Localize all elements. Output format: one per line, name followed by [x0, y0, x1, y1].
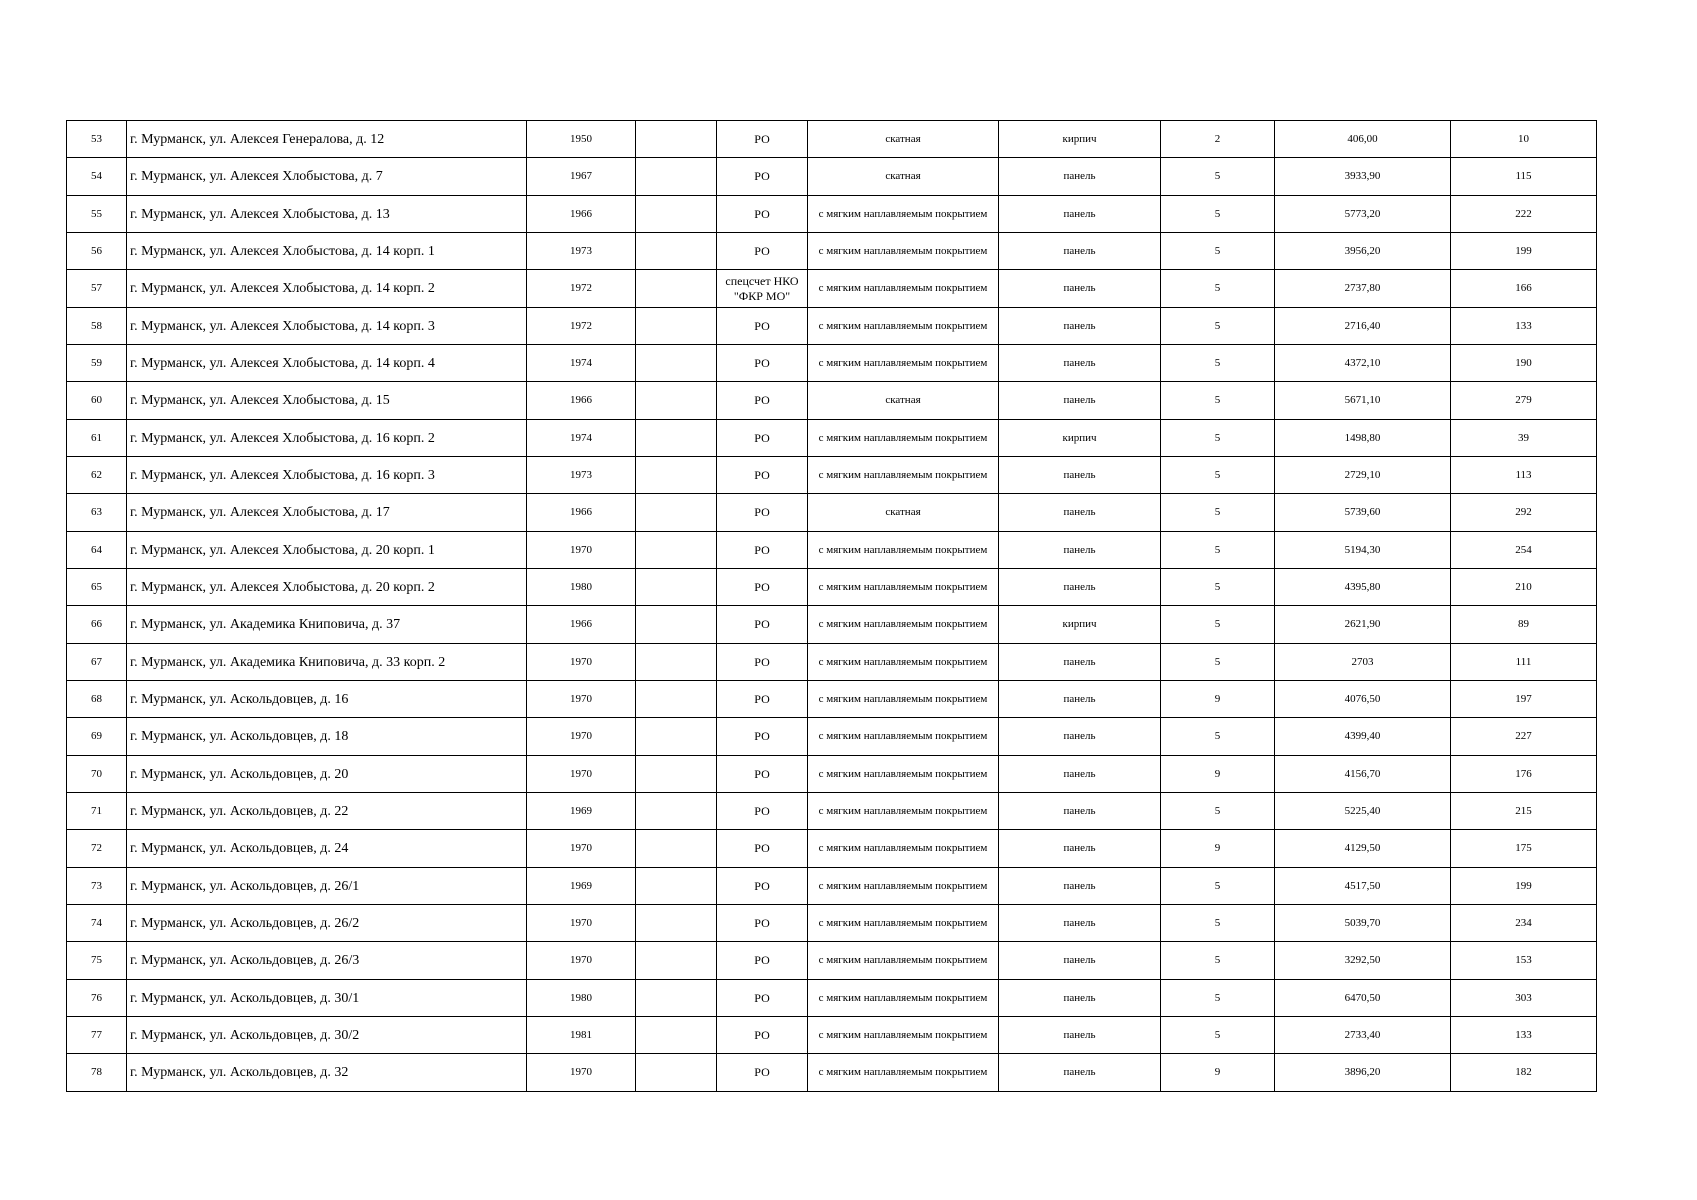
wall-material-cell: кирпич [999, 606, 1161, 644]
wall-material-cell: панель [999, 756, 1161, 793]
wall-material-cell: панель [999, 718, 1161, 756]
address-cell: г. Мурманск, ул. Аскольдовцев, д. 26/1 [127, 868, 527, 905]
address-cell: г. Мурманск, ул. Аскольдовцев, д. 16 [127, 681, 527, 718]
year-built-cell: 1966 [527, 382, 636, 420]
address-cell: г. Мурманск, ул. Алексея Хлобыстова, д. 16 корп. 3 [127, 457, 527, 494]
fund-method-cell: РО [717, 345, 808, 382]
roof-type-cell: с мягким наплавляемым покрытием [808, 420, 999, 457]
empty-cell [636, 1054, 717, 1092]
table-row [67, 233, 1597, 270]
wall-material-cell: панель [999, 1017, 1161, 1054]
area-cell: 5039,70 [1275, 905, 1451, 942]
area-cell: 406,00 [1275, 121, 1451, 158]
row-number-cell: 56 [67, 233, 127, 270]
roof-type-cell: с мягким наплавляемым покрытием [808, 868, 999, 905]
year-built-cell: 1973 [527, 233, 636, 270]
table-row [67, 718, 1597, 756]
empty-cell [636, 793, 717, 830]
fund-method-cell: РО [717, 905, 808, 942]
address-cell: г. Мурманск, ул. Аскольдовцев, д. 26/2 [127, 905, 527, 942]
fund-method-cell: РО [717, 569, 808, 606]
wall-material-cell: панель [999, 158, 1161, 196]
area-cell: 6470,50 [1275, 980, 1451, 1017]
area-cell: 4076,50 [1275, 681, 1451, 718]
residents-cell: 89 [1451, 606, 1597, 644]
residents-cell: 153 [1451, 942, 1597, 980]
floors-cell: 5 [1161, 718, 1275, 756]
residents-cell: 10 [1451, 121, 1597, 158]
floors-cell: 9 [1161, 681, 1275, 718]
year-built-cell: 1966 [527, 606, 636, 644]
floors-cell: 5 [1161, 942, 1275, 980]
row-number-cell: 63 [67, 494, 127, 532]
address-cell: г. Мурманск, ул. Академика Книповича, д. 37 [127, 606, 527, 644]
fund-method-cell: РО [717, 233, 808, 270]
area-cell: 4517,50 [1275, 868, 1451, 905]
table-row [67, 793, 1597, 830]
address-cell: г. Мурманск, ул. Алексея Хлобыстова, д. 17 [127, 494, 527, 532]
empty-cell [636, 644, 717, 681]
area-cell: 5225,40 [1275, 793, 1451, 830]
roof-type-cell: с мягким наплавляемым покрытием [808, 569, 999, 606]
wall-material-cell: панель [999, 270, 1161, 308]
fund-method-cell: РО [717, 158, 808, 196]
row-number-cell: 78 [67, 1054, 127, 1092]
area-cell: 4372,10 [1275, 345, 1451, 382]
table-row [67, 980, 1597, 1017]
table-row [67, 756, 1597, 793]
wall-material-cell: панель [999, 569, 1161, 606]
year-built-cell: 1972 [527, 308, 636, 345]
floors-cell: 5 [1161, 905, 1275, 942]
area-cell: 2703 [1275, 644, 1451, 681]
row-number-cell: 77 [67, 1017, 127, 1054]
row-number-cell: 76 [67, 980, 127, 1017]
residents-cell: 222 [1451, 196, 1597, 233]
address-cell: г. Мурманск, ул. Алексея Хлобыстова, д. 20 корп. 2 [127, 569, 527, 606]
wall-material-cell: панель [999, 233, 1161, 270]
residents-cell: 197 [1451, 681, 1597, 718]
residents-cell: 254 [1451, 532, 1597, 569]
year-built-cell: 1966 [527, 494, 636, 532]
row-number-cell: 65 [67, 569, 127, 606]
floors-cell: 5 [1161, 644, 1275, 681]
roof-type-cell: с мягким наплавляемым покрытием [808, 345, 999, 382]
residents-cell: 279 [1451, 382, 1597, 420]
floors-cell: 5 [1161, 382, 1275, 420]
fund-method-cell: РО [717, 457, 808, 494]
roof-type-cell: с мягким наплавляемым покрытием [808, 532, 999, 569]
residents-cell: 39 [1451, 420, 1597, 457]
area-cell: 3896,20 [1275, 1054, 1451, 1092]
fund-method-cell: спецсчет НКО "ФКР МО" [717, 270, 808, 308]
fund-method-cell: РО [717, 1017, 808, 1054]
empty-cell [636, 606, 717, 644]
empty-cell [636, 308, 717, 345]
year-built-cell: 1972 [527, 270, 636, 308]
area-cell: 3292,50 [1275, 942, 1451, 980]
wall-material-cell: панель [999, 382, 1161, 420]
year-built-cell: 1970 [527, 830, 636, 868]
empty-cell [636, 420, 717, 457]
area-cell: 5773,20 [1275, 196, 1451, 233]
roof-type-cell: с мягким наплавляемым покрытием [808, 942, 999, 980]
table-row [67, 196, 1597, 233]
year-built-cell: 1970 [527, 532, 636, 569]
roof-type-cell: с мягким наплавляемым покрытием [808, 980, 999, 1017]
fund-method-cell: РО [717, 121, 808, 158]
floors-cell: 5 [1161, 569, 1275, 606]
empty-cell [636, 980, 717, 1017]
floors-cell: 5 [1161, 345, 1275, 382]
empty-cell [636, 830, 717, 868]
address-cell: г. Мурманск, ул. Академика Книповича, д. 33 корп. 2 [127, 644, 527, 681]
roof-type-cell: скатная [808, 121, 999, 158]
floors-cell: 5 [1161, 457, 1275, 494]
row-number-cell: 54 [67, 158, 127, 196]
address-cell: г. Мурманск, ул. Алексея Хлобыстова, д. 20 корп. 1 [127, 532, 527, 569]
wall-material-cell: панель [999, 494, 1161, 532]
fund-method-cell: РО [717, 308, 808, 345]
empty-cell [636, 270, 717, 308]
fund-method-cell: РО [717, 830, 808, 868]
address-cell: г. Мурманск, ул. Алексея Хлобыстова, д. 13 [127, 196, 527, 233]
residents-cell: 199 [1451, 868, 1597, 905]
address-cell: г. Мурманск, ул. Алексея Хлобыстова, д. 14 корп. 3 [127, 308, 527, 345]
table-row [67, 942, 1597, 980]
year-built-cell: 1967 [527, 158, 636, 196]
area-cell: 3933,90 [1275, 158, 1451, 196]
wall-material-cell: панель [999, 681, 1161, 718]
address-cell: г. Мурманск, ул. Аскольдовцев, д. 20 [127, 756, 527, 793]
empty-cell [636, 196, 717, 233]
row-number-cell: 68 [67, 681, 127, 718]
year-built-cell: 1980 [527, 569, 636, 606]
area-cell: 2621,90 [1275, 606, 1451, 644]
empty-cell [636, 569, 717, 606]
table-row [67, 270, 1597, 308]
table-row [67, 905, 1597, 942]
roof-type-cell: с мягким наплавляемым покрытием [808, 830, 999, 868]
year-built-cell: 1969 [527, 793, 636, 830]
area-cell: 4395,80 [1275, 569, 1451, 606]
row-number-cell: 57 [67, 270, 127, 308]
table-body [67, 121, 1597, 1092]
table-row [67, 606, 1597, 644]
empty-cell [636, 718, 717, 756]
residents-cell: 190 [1451, 345, 1597, 382]
area-cell: 4156,70 [1275, 756, 1451, 793]
address-cell: г. Мурманск, ул. Аскольдовцев, д. 18 [127, 718, 527, 756]
table-row [67, 1017, 1597, 1054]
address-cell: г. Мурманск, ул. Алексея Хлобыстова, д. 7 [127, 158, 527, 196]
table-row [67, 382, 1597, 420]
year-built-cell: 1973 [527, 457, 636, 494]
empty-cell [636, 158, 717, 196]
wall-material-cell: панель [999, 980, 1161, 1017]
fund-method-cell: РО [717, 980, 808, 1017]
floors-cell: 5 [1161, 868, 1275, 905]
year-built-cell: 1970 [527, 1054, 636, 1092]
roof-type-cell: с мягким наплавляемым покрытием [808, 308, 999, 345]
table-row [67, 158, 1597, 196]
row-number-cell: 72 [67, 830, 127, 868]
housing-registry-table [66, 120, 1597, 1092]
table-row [67, 569, 1597, 606]
table-row [67, 830, 1597, 868]
fund-method-cell: РО [717, 681, 808, 718]
roof-type-cell: с мягким наплавляемым покрытием [808, 1017, 999, 1054]
floors-cell: 9 [1161, 756, 1275, 793]
table-row [67, 494, 1597, 532]
roof-type-cell: с мягким наплавляемым покрытием [808, 270, 999, 308]
wall-material-cell: кирпич [999, 420, 1161, 457]
year-built-cell: 1974 [527, 345, 636, 382]
table-row [67, 1054, 1597, 1092]
address-cell: г. Мурманск, ул. Алексея Генералова, д. 12 [127, 121, 527, 158]
roof-type-cell: скатная [808, 382, 999, 420]
year-built-cell: 1969 [527, 868, 636, 905]
table-row [67, 345, 1597, 382]
table-row [67, 121, 1597, 158]
floors-cell: 5 [1161, 420, 1275, 457]
row-number-cell: 70 [67, 756, 127, 793]
wall-material-cell: панель [999, 1054, 1161, 1092]
floors-cell: 5 [1161, 233, 1275, 270]
residents-cell: 199 [1451, 233, 1597, 270]
year-built-cell: 1974 [527, 420, 636, 457]
fund-method-cell: РО [717, 382, 808, 420]
fund-method-cell: РО [717, 793, 808, 830]
area-cell: 5194,30 [1275, 532, 1451, 569]
empty-cell [636, 382, 717, 420]
fund-method-cell: РО [717, 644, 808, 681]
wall-material-cell: кирпич [999, 121, 1161, 158]
empty-cell [636, 756, 717, 793]
address-cell: г. Мурманск, ул. Аскольдовцев, д. 30/2 [127, 1017, 527, 1054]
floors-cell: 2 [1161, 121, 1275, 158]
residents-cell: 166 [1451, 270, 1597, 308]
table-row [67, 532, 1597, 569]
empty-cell [636, 942, 717, 980]
roof-type-cell: с мягким наплавляемым покрытием [808, 233, 999, 270]
fund-method-cell: РО [717, 942, 808, 980]
floors-cell: 5 [1161, 270, 1275, 308]
roof-type-cell: с мягким наплавляемым покрытием [808, 1054, 999, 1092]
wall-material-cell: панель [999, 942, 1161, 980]
empty-cell [636, 233, 717, 270]
row-number-cell: 53 [67, 121, 127, 158]
wall-material-cell: панель [999, 532, 1161, 569]
table-row [67, 868, 1597, 905]
row-number-cell: 69 [67, 718, 127, 756]
floors-cell: 5 [1161, 606, 1275, 644]
area-cell: 2733,40 [1275, 1017, 1451, 1054]
residents-cell: 115 [1451, 158, 1597, 196]
roof-type-cell: с мягким наплавляемым покрытием [808, 756, 999, 793]
residents-cell: 182 [1451, 1054, 1597, 1092]
row-number-cell: 74 [67, 905, 127, 942]
fund-method-cell: РО [717, 756, 808, 793]
fund-method-cell: РО [717, 1054, 808, 1092]
roof-type-cell: скатная [808, 494, 999, 532]
area-cell: 2729,10 [1275, 457, 1451, 494]
wall-material-cell: панель [999, 905, 1161, 942]
empty-cell [636, 494, 717, 532]
address-cell: г. Мурманск, ул. Аскольдовцев, д. 30/1 [127, 980, 527, 1017]
table-row [67, 420, 1597, 457]
fund-method-cell: РО [717, 196, 808, 233]
empty-cell [636, 1017, 717, 1054]
fund-method-cell: РО [717, 718, 808, 756]
area-cell: 4399,40 [1275, 718, 1451, 756]
roof-type-cell: с мягким наплавляемым покрытием [808, 905, 999, 942]
roof-type-cell: с мягким наплавляемым покрытием [808, 644, 999, 681]
residents-cell: 113 [1451, 457, 1597, 494]
row-number-cell: 62 [67, 457, 127, 494]
floors-cell: 5 [1161, 793, 1275, 830]
address-cell: г. Мурманск, ул. Алексея Хлобыстова, д. 16 корп. 2 [127, 420, 527, 457]
table-row [67, 681, 1597, 718]
residents-cell: 111 [1451, 644, 1597, 681]
wall-material-cell: панель [999, 308, 1161, 345]
area-cell: 3956,20 [1275, 233, 1451, 270]
row-number-cell: 60 [67, 382, 127, 420]
empty-cell [636, 345, 717, 382]
address-cell: г. Мурманск, ул. Аскольдовцев, д. 26/3 [127, 942, 527, 980]
empty-cell [636, 905, 717, 942]
area-cell: 2716,40 [1275, 308, 1451, 345]
address-cell: г. Мурманск, ул. Аскольдовцев, д. 24 [127, 830, 527, 868]
residents-cell: 234 [1451, 905, 1597, 942]
year-built-cell: 1970 [527, 905, 636, 942]
year-built-cell: 1970 [527, 681, 636, 718]
table-row [67, 457, 1597, 494]
residents-cell: 227 [1451, 718, 1597, 756]
year-built-cell: 1966 [527, 196, 636, 233]
fund-method-cell: РО [717, 868, 808, 905]
wall-material-cell: панель [999, 457, 1161, 494]
wall-material-cell: панель [999, 868, 1161, 905]
roof-type-cell: с мягким наплавляемым покрытием [808, 718, 999, 756]
residents-cell: 210 [1451, 569, 1597, 606]
wall-material-cell: панель [999, 644, 1161, 681]
year-built-cell: 1970 [527, 718, 636, 756]
row-number-cell: 55 [67, 196, 127, 233]
table-row [67, 644, 1597, 681]
year-built-cell: 1950 [527, 121, 636, 158]
area-cell: 5671,10 [1275, 382, 1451, 420]
address-cell: г. Мурманск, ул. Алексея Хлобыстова, д. 15 [127, 382, 527, 420]
year-built-cell: 1970 [527, 644, 636, 681]
table-row [67, 308, 1597, 345]
row-number-cell: 71 [67, 793, 127, 830]
floors-cell: 9 [1161, 1054, 1275, 1092]
address-cell: г. Мурманск, ул. Алексея Хлобыстова, д. 14 корп. 4 [127, 345, 527, 382]
address-cell: г. Мурманск, ул. Аскольдовцев, д. 32 [127, 1054, 527, 1092]
roof-type-cell: скатная [808, 158, 999, 196]
year-built-cell: 1980 [527, 980, 636, 1017]
area-cell: 5739,60 [1275, 494, 1451, 532]
empty-cell [636, 868, 717, 905]
floors-cell: 5 [1161, 158, 1275, 196]
address-cell: г. Мурманск, ул. Алексея Хлобыстова, д. 14 корп. 2 [127, 270, 527, 308]
fund-method-cell: РО [717, 494, 808, 532]
empty-cell [636, 457, 717, 494]
floors-cell: 9 [1161, 830, 1275, 868]
fund-method-cell: РО [717, 532, 808, 569]
fund-method-cell: РО [717, 606, 808, 644]
residents-cell: 133 [1451, 308, 1597, 345]
empty-cell [636, 121, 717, 158]
area-cell: 2737,80 [1275, 270, 1451, 308]
floors-cell: 5 [1161, 494, 1275, 532]
area-cell: 4129,50 [1275, 830, 1451, 868]
year-built-cell: 1970 [527, 942, 636, 980]
row-number-cell: 73 [67, 868, 127, 905]
wall-material-cell: панель [999, 345, 1161, 382]
row-number-cell: 67 [67, 644, 127, 681]
area-cell: 1498,80 [1275, 420, 1451, 457]
roof-type-cell: с мягким наплавляемым покрытием [808, 606, 999, 644]
residents-cell: 133 [1451, 1017, 1597, 1054]
row-number-cell: 66 [67, 606, 127, 644]
address-cell: г. Мурманск, ул. Аскольдовцев, д. 22 [127, 793, 527, 830]
floors-cell: 5 [1161, 196, 1275, 233]
roof-type-cell: с мягким наплавляемым покрытием [808, 457, 999, 494]
residents-cell: 303 [1451, 980, 1597, 1017]
year-built-cell: 1981 [527, 1017, 636, 1054]
floors-cell: 5 [1161, 308, 1275, 345]
fund-method-cell: РО [717, 420, 808, 457]
floors-cell: 5 [1161, 980, 1275, 1017]
row-number-cell: 61 [67, 420, 127, 457]
address-cell: г. Мурманск, ул. Алексея Хлобыстова, д. 14 корп. 1 [127, 233, 527, 270]
roof-type-cell: с мягким наплавляемым покрытием [808, 681, 999, 718]
empty-cell [636, 681, 717, 718]
row-number-cell: 58 [67, 308, 127, 345]
residents-cell: 175 [1451, 830, 1597, 868]
floors-cell: 5 [1161, 1017, 1275, 1054]
roof-type-cell: с мягким наплавляемым покрытием [808, 793, 999, 830]
row-number-cell: 75 [67, 942, 127, 980]
roof-type-cell: с мягким наплавляемым покрытием [808, 196, 999, 233]
row-number-cell: 64 [67, 532, 127, 569]
wall-material-cell: панель [999, 793, 1161, 830]
empty-cell [636, 532, 717, 569]
residents-cell: 176 [1451, 756, 1597, 793]
residents-cell: 215 [1451, 793, 1597, 830]
floors-cell: 5 [1161, 532, 1275, 569]
year-built-cell: 1970 [527, 756, 636, 793]
wall-material-cell: панель [999, 830, 1161, 868]
residents-cell: 292 [1451, 494, 1597, 532]
wall-material-cell: панель [999, 196, 1161, 233]
row-number-cell: 59 [67, 345, 127, 382]
